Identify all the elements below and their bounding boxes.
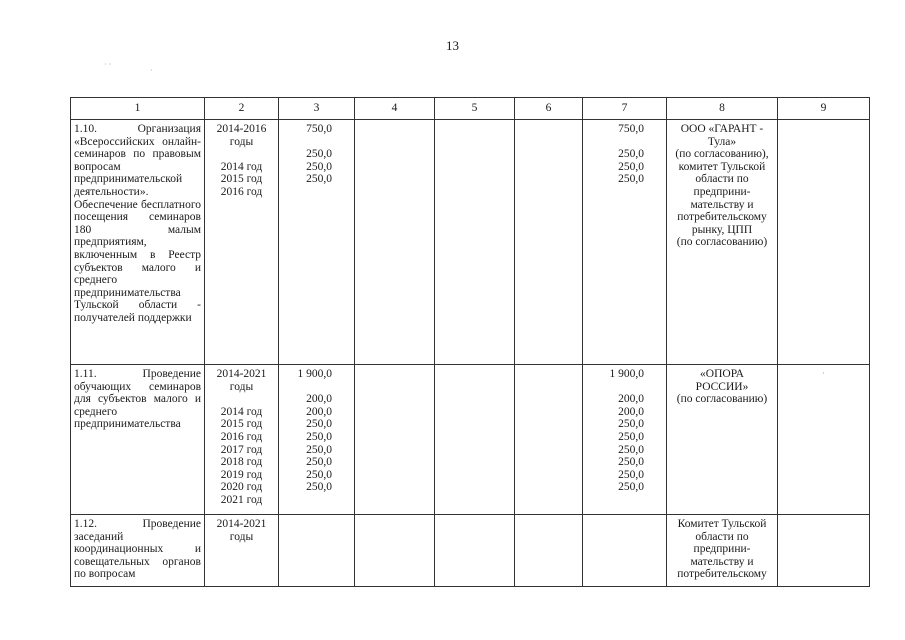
measure-description-cell — [71, 515, 205, 587]
header-cell: 2 — [205, 98, 279, 120]
amount-cell — [279, 120, 355, 365]
period-cell — [205, 515, 279, 587]
total-amount: 1 900,0 — [609, 368, 644, 380]
period-text: годы — [229, 530, 254, 543]
note-cell — [778, 120, 870, 365]
measure-description: 1.11. Проведение обучающих семинаров для субъектов малого и среднего предпринимательства — [74, 368, 201, 431]
executor-line: мательству и — [690, 198, 754, 211]
header-row — [71, 98, 870, 120]
yearly-amount: 250,0 — [618, 160, 644, 173]
year-label: 2014 год — [220, 405, 263, 418]
yearly-amount: 250,0 — [306, 148, 332, 161]
yearly-amount: 250,0 — [618, 481, 644, 494]
note-cell — [778, 365, 870, 515]
yearly-amount: 250,0 — [306, 481, 332, 494]
period-text: годы — [229, 135, 254, 148]
yearly-amount: 250,0 — [618, 468, 644, 481]
year-label: 2018 год — [220, 456, 263, 469]
period-text: годы — [229, 380, 254, 393]
amount-cell-7 — [583, 515, 667, 587]
yearly-amount: 250,0 — [306, 456, 332, 469]
period-text: 2014-2016 — [216, 123, 267, 135]
note-cell — [778, 515, 870, 587]
yearly-amount: 250,0 — [618, 148, 644, 161]
executor-line: потребительскому — [677, 211, 767, 224]
period-cell — [205, 120, 279, 365]
empty-cell — [355, 120, 435, 365]
executor-line: Комитет Тульской — [677, 518, 767, 530]
header-cell: 8 — [667, 98, 778, 120]
year-label: 2015 год — [220, 173, 263, 186]
yearly-amount: 250,0 — [306, 160, 332, 173]
executor-line: РОССИИ» — [695, 380, 749, 393]
executor-line: рынку, ЦПП — [691, 223, 753, 236]
yearly-amount: 250,0 — [618, 456, 644, 469]
year-label: 2014 год — [220, 160, 263, 173]
amount-cell — [279, 365, 355, 515]
total-amount: 750,0 — [306, 123, 332, 135]
header-cell: 1 — [71, 98, 205, 120]
yearly-amount: 200,0 — [306, 405, 332, 418]
measure-description-cell — [71, 120, 205, 365]
measures-table — [70, 97, 870, 587]
amount-cell-7 — [583, 120, 667, 365]
measure-description: 1.12. Проведение заседаний координационных и совещательных органов по вопросам — [74, 518, 201, 581]
yearly-amount: 200,0 — [618, 405, 644, 418]
measure-description: 1.10. Организация «Всероссийских онлайн-семинаров по правовым вопросам предпринимательской деятельности». Обеспечение бесплатного посещения семинаров 180 малым предприятиям, включенным в Реестр субъектов малого и среднего предпринимательства Тульской области - получателей поддержки — [74, 123, 201, 324]
page-number: 13 — [446, 38, 459, 53]
yearly-amount: 200,0 — [618, 393, 644, 406]
table-row — [71, 120, 870, 365]
table-row — [71, 365, 870, 515]
executor-cell — [667, 120, 778, 365]
note-mark: · — [822, 369, 825, 378]
amount-cell-7 — [583, 365, 667, 515]
measure-description-cell — [71, 365, 205, 515]
executor-line: «ОПОРА — [700, 368, 744, 380]
year-label: 2016 год — [220, 430, 263, 443]
executor-line: потребительскому — [677, 568, 767, 581]
total-amount: 1 900,0 — [297, 368, 332, 380]
table-row — [71, 515, 870, 587]
executor-cell — [667, 515, 778, 587]
executor-line: комитет Тульской — [678, 160, 766, 173]
period-cell — [205, 365, 279, 515]
executor-line: ООО «ГАРАНТ - — [680, 123, 764, 135]
empty-cell — [515, 515, 583, 587]
header-cell: 3 — [279, 98, 355, 120]
period-text: 2014-2021 — [216, 518, 267, 530]
yearly-amount: 250,0 — [306, 418, 332, 431]
header-cell: 5 — [435, 98, 515, 120]
yearly-amount: 200,0 — [306, 393, 332, 406]
yearly-amount: 250,0 — [618, 418, 644, 431]
year-label: 2015 год — [220, 418, 263, 431]
executor-line: области по — [695, 530, 749, 543]
period-text: 2014-2021 — [216, 368, 267, 380]
executor-cell — [667, 365, 778, 515]
total-amount: 750,0 — [618, 123, 644, 135]
empty-cell — [435, 365, 515, 515]
empty-cell — [355, 365, 435, 515]
header-cell: 6 — [515, 98, 583, 120]
scan-speck: · · — [104, 60, 112, 69]
year-label: 2019 год — [220, 468, 263, 481]
header-cell: 7 — [583, 98, 667, 120]
header-cell: 9 — [778, 98, 870, 120]
yearly-amount: 250,0 — [618, 430, 644, 443]
executor-line: предприни- — [693, 543, 751, 556]
empty-cell — [435, 120, 515, 365]
header-cell: 4 — [355, 98, 435, 120]
executor-line: области по — [695, 173, 749, 186]
executor-line: (по согласованию) — [676, 236, 768, 249]
amount-cell — [279, 515, 355, 587]
scan-speck: · — [150, 66, 153, 75]
yearly-amount: 250,0 — [306, 430, 332, 443]
executor-line: (по согласованию), — [675, 148, 769, 161]
yearly-amount: 250,0 — [306, 173, 332, 186]
year-label: 2016 год — [220, 185, 263, 198]
year-label: 2021 год — [220, 493, 263, 506]
empty-cell — [515, 120, 583, 365]
yearly-amount: 250,0 — [306, 443, 332, 456]
yearly-amount: 250,0 — [618, 443, 644, 456]
empty-cell — [435, 515, 515, 587]
executor-line: (по согласованию) — [676, 393, 768, 406]
year-label: 2020 год — [220, 481, 263, 494]
year-label: 2017 год — [220, 443, 263, 456]
empty-cell — [515, 365, 583, 515]
executor-line: Тула» — [707, 135, 737, 148]
executor-line: мательству и — [690, 555, 754, 568]
yearly-amount: 250,0 — [618, 173, 644, 186]
yearly-amount: 250,0 — [306, 468, 332, 481]
executor-line: предприни- — [693, 185, 751, 198]
empty-cell — [355, 515, 435, 587]
